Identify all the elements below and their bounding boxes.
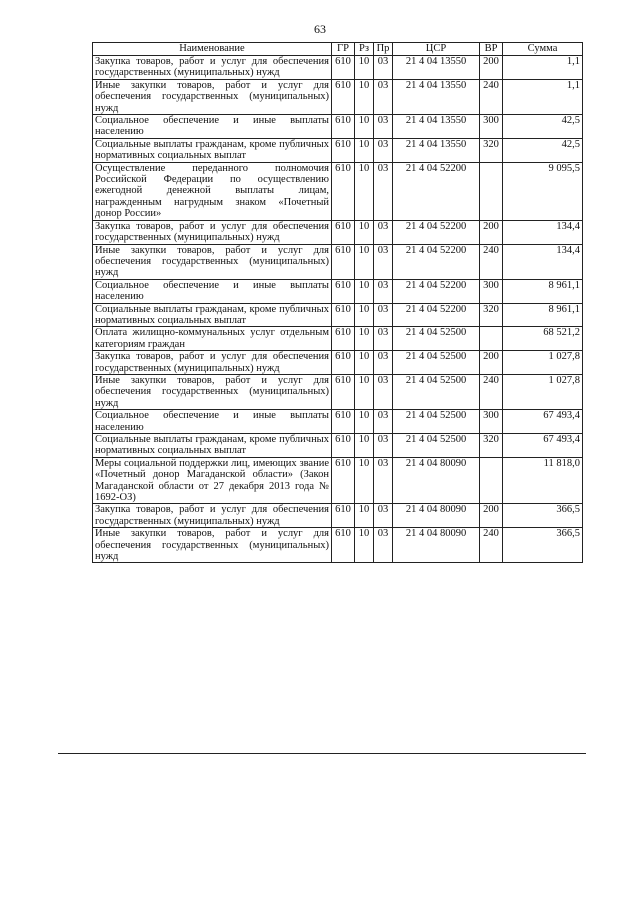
cell-pr: 03 (374, 115, 393, 139)
cell-sum: 134,4 (503, 244, 583, 279)
cell-sum: 1,1 (503, 56, 583, 80)
cell-vr: 240 (480, 528, 503, 563)
cell-pr: 03 (374, 138, 393, 162)
cell-gr: 610 (332, 138, 355, 162)
cell-rz: 10 (355, 457, 374, 504)
cell-csr: 21 4 04 52500 (393, 327, 480, 351)
cell-sum: 1 027,8 (503, 374, 583, 409)
cell-vr: 200 (480, 504, 503, 528)
cell-sum: 366,5 (503, 504, 583, 528)
cell-sum: 42,5 (503, 115, 583, 139)
cell-sum: 67 493,4 (503, 434, 583, 458)
header-csr: ЦСР (393, 43, 480, 56)
cell-pr: 03 (374, 351, 393, 375)
table-row (93, 434, 583, 458)
table-row (93, 244, 583, 279)
cell-gr: 610 (332, 410, 355, 434)
cell-vr: 320 (480, 434, 503, 458)
table-row (93, 56, 583, 80)
cell-sum: 366,5 (503, 528, 583, 563)
cell-csr: 21 4 04 13550 (393, 56, 480, 80)
cell-gr: 610 (332, 528, 355, 563)
cell-gr: 610 (332, 504, 355, 528)
cell-vr: 300 (480, 279, 503, 303)
cell-rz: 10 (355, 351, 374, 375)
cell-vr (480, 162, 503, 220)
cell-gr: 610 (332, 79, 355, 114)
cell-vr: 300 (480, 410, 503, 434)
cell-pr: 03 (374, 220, 393, 244)
cell-gr: 610 (332, 327, 355, 351)
cell-name: Иные закупки товаров, работ и услуг для обеспечения государственных (муниципальных) нужд (93, 244, 332, 279)
cell-gr: 610 (332, 457, 355, 504)
cell-csr: 21 4 04 80090 (393, 457, 480, 504)
cell-rz: 10 (355, 220, 374, 244)
cell-gr: 610 (332, 56, 355, 80)
cell-vr: 200 (480, 351, 503, 375)
cell-rz: 10 (355, 162, 374, 220)
cell-csr: 21 4 04 52200 (393, 303, 480, 327)
cell-gr: 610 (332, 434, 355, 458)
cell-pr: 03 (374, 162, 393, 220)
cell-vr: 240 (480, 79, 503, 114)
table-row (93, 410, 583, 434)
cell-rz: 10 (355, 79, 374, 114)
cell-pr: 03 (374, 504, 393, 528)
table-row (93, 279, 583, 303)
table-row (93, 162, 583, 220)
cell-sum: 8 961,1 (503, 279, 583, 303)
cell-name: Иные закупки товаров, работ и услуг для обеспечения государственных (муниципальных) нужд (93, 528, 332, 563)
cell-pr: 03 (374, 79, 393, 114)
cell-pr: 03 (374, 327, 393, 351)
table-row (93, 220, 583, 244)
header-row (93, 43, 583, 56)
cell-csr: 21 4 04 52200 (393, 244, 480, 279)
cell-name: Иные закупки товаров, работ и услуг для обеспечения государственных (муниципальных) нужд (93, 79, 332, 114)
table-row (93, 303, 583, 327)
cell-rz: 10 (355, 279, 374, 303)
cell-rz: 10 (355, 434, 374, 458)
page-number: 63 (314, 22, 326, 36)
table-body (93, 56, 583, 563)
cell-gr: 610 (332, 351, 355, 375)
cell-name: Социальные выплаты гражданам, кроме публичных нормативных социальных выплат (93, 434, 332, 458)
table-row (93, 457, 583, 504)
cell-vr: 200 (480, 220, 503, 244)
cell-gr: 610 (332, 303, 355, 327)
cell-vr: 240 (480, 244, 503, 279)
cell-sum: 1 027,8 (503, 351, 583, 375)
header-vr: ВР (480, 43, 503, 56)
cell-sum: 1,1 (503, 79, 583, 114)
cell-sum: 11 818,0 (503, 457, 583, 504)
cell-gr: 610 (332, 374, 355, 409)
cell-sum: 42,5 (503, 138, 583, 162)
table-row (93, 374, 583, 409)
cell-pr: 03 (374, 244, 393, 279)
header-rz: Рз (355, 43, 374, 56)
budget-table (92, 42, 583, 563)
cell-csr: 21 4 04 13550 (393, 115, 480, 139)
cell-csr: 21 4 04 52200 (393, 279, 480, 303)
cell-rz: 10 (355, 56, 374, 80)
cell-pr: 03 (374, 410, 393, 434)
cell-name: Закупка товаров, работ и услуг для обеспечения государственных (муниципальных) нужд (93, 504, 332, 528)
table-row (93, 138, 583, 162)
cell-name: Социальное обеспечение и иные выплаты населению (93, 410, 332, 434)
header-gr: ГР (332, 43, 355, 56)
cell-vr: 240 (480, 374, 503, 409)
cell-csr: 21 4 04 52500 (393, 410, 480, 434)
cell-vr: 320 (480, 303, 503, 327)
cell-rz: 10 (355, 504, 374, 528)
cell-gr: 610 (332, 279, 355, 303)
cell-name: Социальное обеспечение и иные выплаты населению (93, 279, 332, 303)
cell-vr: 200 (480, 56, 503, 80)
cell-name: Социальные выплаты гражданам, кроме публичных нормативных социальных выплат (93, 138, 332, 162)
cell-name: Социальные выплаты гражданам, кроме публичных нормативных социальных выплат (93, 303, 332, 327)
cell-rz: 10 (355, 244, 374, 279)
cell-gr: 610 (332, 115, 355, 139)
cell-rz: 10 (355, 303, 374, 327)
cell-rz: 10 (355, 410, 374, 434)
table-header (93, 43, 583, 56)
table-row (93, 79, 583, 114)
cell-gr: 610 (332, 244, 355, 279)
header-pr: Пр (374, 43, 393, 56)
cell-pr: 03 (374, 434, 393, 458)
cell-csr: 21 4 04 52200 (393, 220, 480, 244)
cell-name: Осуществление переданного полномочия Российской Федерации по осуществлению ежегодной денежной выплаты лицам, награжденным нагрудным знаком «Почетный донор России» (93, 162, 332, 220)
cell-pr: 03 (374, 374, 393, 409)
table-row (93, 504, 583, 528)
cell-name: Закупка товаров, работ и услуг для обеспечения государственных (муниципальных) нужд (93, 56, 332, 80)
cell-rz: 10 (355, 138, 374, 162)
table-row (93, 115, 583, 139)
cell-gr: 610 (332, 162, 355, 220)
cell-name: Социальное обеспечение и иные выплаты населению (93, 115, 332, 139)
cell-csr: 21 4 04 80090 (393, 528, 480, 563)
table-row (93, 327, 583, 351)
cell-name: Закупка товаров, работ и услуг для обеспечения государственных (муниципальных) нужд (93, 351, 332, 375)
cell-csr: 21 4 04 52500 (393, 374, 480, 409)
cell-name: Иные закупки товаров, работ и услуг для обеспечения государственных (муниципальных) нужд (93, 374, 332, 409)
cell-sum: 8 961,1 (503, 303, 583, 327)
bottom-divider (58, 753, 586, 754)
header-name: Наименование (93, 43, 332, 56)
cell-csr: 21 4 04 13550 (393, 138, 480, 162)
cell-csr: 21 4 04 52200 (393, 162, 480, 220)
cell-vr: 300 (480, 115, 503, 139)
cell-sum: 134,4 (503, 220, 583, 244)
cell-pr: 03 (374, 457, 393, 504)
table-row (93, 528, 583, 563)
cell-name: Меры социальной поддержки лиц, имеющих звание «Почетный донор Магаданской области» (Закон Магаданской области от 27 декабря 2013 года № 1692-ОЗ) (93, 457, 332, 504)
cell-sum: 9 095,5 (503, 162, 583, 220)
cell-sum: 68 521,2 (503, 327, 583, 351)
header-sum: Сумма (503, 43, 583, 56)
cell-rz: 10 (355, 374, 374, 409)
cell-pr: 03 (374, 56, 393, 80)
cell-csr: 21 4 04 13550 (393, 79, 480, 114)
cell-vr (480, 457, 503, 504)
cell-gr: 610 (332, 220, 355, 244)
cell-name: Закупка товаров, работ и услуг для обеспечения государственных (муниципальных) нужд (93, 220, 332, 244)
cell-vr: 320 (480, 138, 503, 162)
cell-name: Оплата жилищно-коммунальных услуг отдельным категориям граждан (93, 327, 332, 351)
cell-csr: 21 4 04 52500 (393, 434, 480, 458)
table-row (93, 351, 583, 375)
cell-pr: 03 (374, 279, 393, 303)
cell-vr (480, 327, 503, 351)
cell-rz: 10 (355, 115, 374, 139)
cell-pr: 03 (374, 303, 393, 327)
cell-pr: 03 (374, 528, 393, 563)
cell-csr: 21 4 04 80090 (393, 504, 480, 528)
cell-rz: 10 (355, 528, 374, 563)
cell-csr: 21 4 04 52500 (393, 351, 480, 375)
cell-rz: 10 (355, 327, 374, 351)
cell-sum: 67 493,4 (503, 410, 583, 434)
